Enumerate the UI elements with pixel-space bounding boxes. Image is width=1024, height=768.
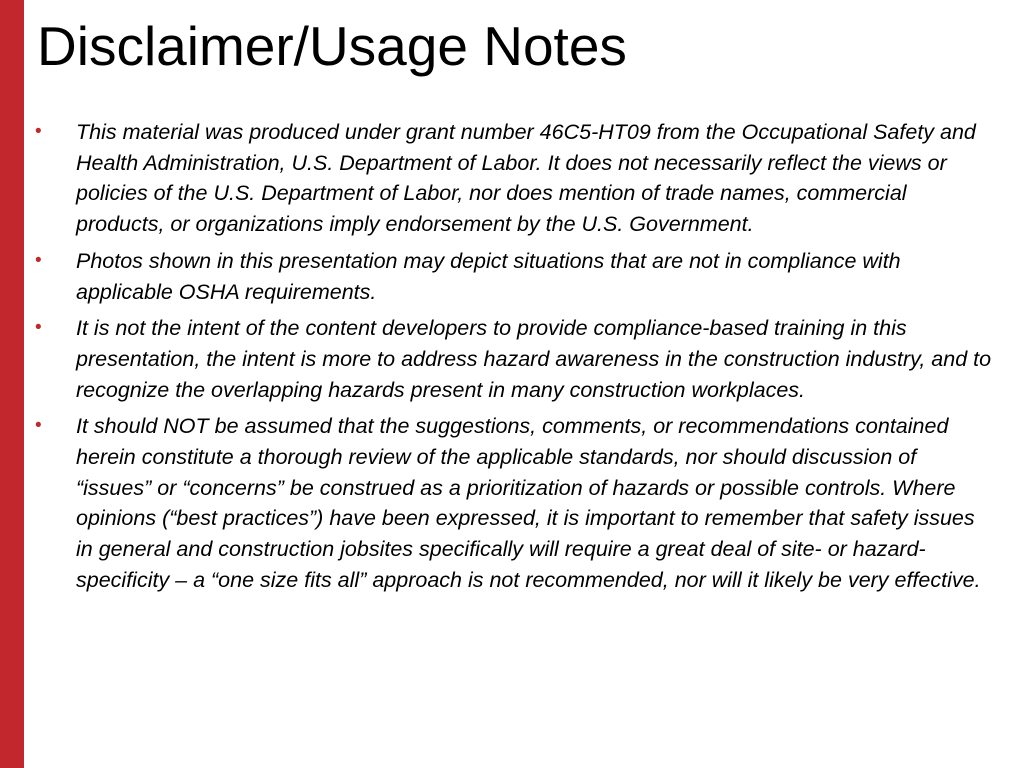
bullet-item-recommendations-caveat (35, 411, 997, 595)
bullet-item-photos-notice (35, 246, 997, 307)
bullet-item-content-intent (35, 313, 997, 405)
bullet-text: It is not the intent of the content developers to provide compliance-based training in this presentation, the intent is more to address hazard awareness in the construction industry, and to recognize the overlapping hazards present in many construction workplaces. (76, 316, 992, 402)
bullet-icon: • (35, 121, 42, 142)
bullet-icon: • (35, 415, 42, 437)
bullet-text: It should NOT be assumed that the suggestions, comments, or recommendations contained herein constitute a thorough review of the applicable standards, nor should discussion of “issues” or “concerns” be construed as a prioritization of hazards or possible controls. Where opinions (“best practices”) have been expressed, it is important to remember that safety issues in general and construction jobsites specifically will require a great deal of site- or hazard-specificity – a “one size fits all” approach is not recommended, nor will it likely be very effective. (76, 414, 981, 592)
bullet-text: Photos shown in this presentation may depict situations that are not in compliance with applicable OSHA requirements. (76, 248, 901, 304)
bullet-icon: • (35, 317, 42, 339)
bullet-item-grant-disclaimer (35, 117, 997, 240)
bullet-text: This material was produced under grant number 46C5-HT09 from the Occupational Safety and Health Administration, U.S. Department of Labor. It does not necessarily reflect the views or policies of the U.S. Department of Labor, nor does mention of trade names, commercial products, or organizations imply endorsement by the U.S. Government. (76, 120, 976, 237)
bullet-list (35, 117, 997, 602)
bullet-icon: • (35, 249, 42, 271)
slide-title: Disclaimer/Usage Notes (37, 15, 627, 77)
accent-bar (0, 0, 24, 768)
